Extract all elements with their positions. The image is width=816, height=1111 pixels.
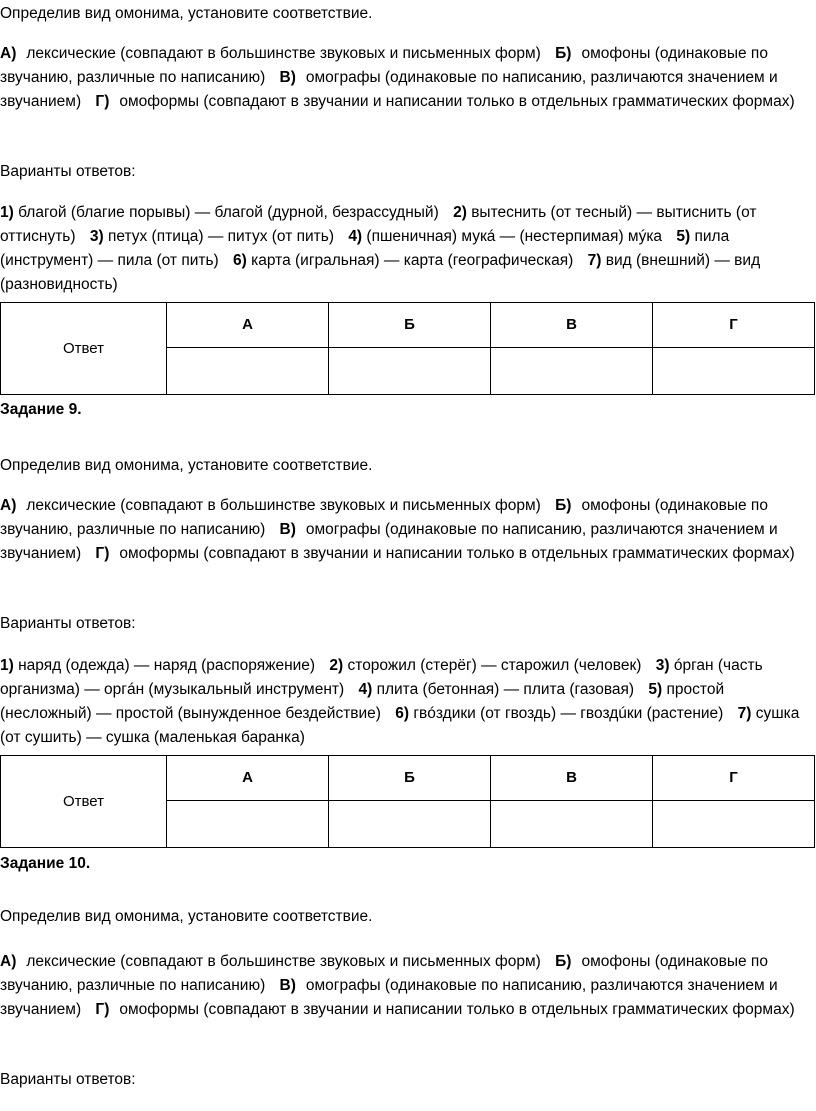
option-text: петух (птица) — питух (от пить) xyxy=(107,228,334,245)
type-text: лексические (совпадают в большинстве звуковых и письменных форм) xyxy=(26,497,541,514)
option-number: 3) xyxy=(89,228,104,245)
type-text: омографы (одинаковые по написанию, различаются значением и звучанием) xyxy=(0,977,778,1018)
type-text: омофоны (одинаковые по звучанию, различные по написанию) xyxy=(0,497,768,538)
type-text: лексические (совпадают в большинстве звуковых и письменных форм) xyxy=(26,953,541,970)
type-text: омофоны (одинаковые по звучанию, различные по написанию) xyxy=(0,953,768,994)
answer-cell[interactable] xyxy=(167,348,329,395)
answer-cell[interactable] xyxy=(329,348,491,395)
option-text: простой (несложный) — простой (вынужденное бездействие) xyxy=(0,681,725,722)
type-letter: В) xyxy=(279,977,296,994)
instruction: Определив вид омонима, установите соответствие. xyxy=(0,5,373,22)
answer-options xyxy=(0,654,812,750)
option-text: гвóздики (от гвоздь) — гвоздúки (растение) xyxy=(413,705,724,722)
option-text: вид (внешний) — вид (разновидность) xyxy=(0,252,761,293)
option-number: 6) xyxy=(233,252,247,269)
type-text: омографы (одинаковые по написанию, различаются значением и звучанием) xyxy=(0,69,778,110)
task-title: Задание 10. xyxy=(0,855,91,872)
homonym-types xyxy=(0,42,812,114)
variants-label: Варианты ответов: xyxy=(0,163,136,180)
column-header: А xyxy=(167,756,329,801)
answer-table xyxy=(0,755,815,848)
option-number: 3) xyxy=(655,657,670,674)
option-number: 5) xyxy=(648,681,663,698)
option-number: 4) xyxy=(348,228,363,245)
type-text: омоформы (совпадают в звучании и написании только в отдельных грамматических формах) xyxy=(119,545,795,562)
column-header: А xyxy=(167,303,329,348)
type-text: лексические (совпадают в большинстве звуковых и письменных форм) xyxy=(26,45,541,62)
option-text: карта (игральная) — карта (географическая) xyxy=(251,252,574,269)
type-letter: Б) xyxy=(555,45,572,62)
answer-label: Ответ xyxy=(1,756,167,848)
option-text: сушка (от сушить) — сушка (маленькая баранка) xyxy=(0,705,800,746)
option-number: 1) xyxy=(0,204,14,221)
option-text: óрган (часть организма) — оргáн (музыкальный инструмент) xyxy=(0,657,763,698)
option-text: сторожил (стерёг) — старожил (человек) xyxy=(347,657,642,674)
type-letter: Б) xyxy=(555,497,572,514)
type-letter: Г) xyxy=(95,545,110,562)
task-title: Задание 9. xyxy=(0,401,82,418)
column-header: В xyxy=(491,303,653,348)
type-letter: Б) xyxy=(555,953,572,970)
answer-cell[interactable] xyxy=(653,801,815,848)
option-number: 1) xyxy=(0,657,14,674)
option-number: 4) xyxy=(358,681,373,698)
variants-label: Варианты ответов: xyxy=(0,615,136,632)
option-number: 2) xyxy=(329,657,344,674)
type-letter: А) xyxy=(0,45,17,62)
option-number: 7) xyxy=(587,252,602,269)
column-header: В xyxy=(491,756,653,801)
variants-label: Варианты ответов: xyxy=(0,1071,136,1088)
option-text: вытеснить (от тесный) — вытиснить (от оттиснуть) xyxy=(0,204,757,245)
answer-table xyxy=(0,302,815,395)
option-text: наряд (одежда) — наряд (распоряжение) xyxy=(18,657,316,674)
column-header: Б xyxy=(329,756,491,801)
type-letter: В) xyxy=(279,69,296,86)
answer-cell[interactable] xyxy=(167,801,329,848)
type-letter: Г) xyxy=(95,1001,110,1018)
column-header: Г xyxy=(653,303,815,348)
type-letter: А) xyxy=(0,497,17,514)
option-number: 5) xyxy=(676,228,691,245)
instruction: Определив вид омонима, установите соответствие. xyxy=(0,908,373,925)
homonym-types xyxy=(0,494,812,566)
column-header: Г xyxy=(653,756,815,801)
answer-cell[interactable] xyxy=(329,801,491,848)
type-text: омографы (одинаковые по написанию, различаются значением и звучанием) xyxy=(0,521,778,562)
option-text: плита (бетонная) — плита (газовая) xyxy=(376,681,635,698)
option-text: благой (благие порывы) — благой (дурной, безрассудный) xyxy=(18,204,439,221)
option-text: (пшеничная) мукá — (нестерпимая) мýка xyxy=(366,228,663,245)
type-text: омофоны (одинаковые по звучанию, различные по написанию) xyxy=(0,45,768,86)
type-letter: В) xyxy=(279,521,296,538)
type-letter: Г) xyxy=(95,93,110,110)
option-number: 7) xyxy=(737,705,752,722)
option-number: 6) xyxy=(395,705,410,722)
answer-cell[interactable] xyxy=(653,348,815,395)
option-number: 2) xyxy=(453,204,467,221)
answer-options xyxy=(0,201,812,297)
type-text: омоформы (совпадают в звучании и написании только в отдельных грамматических формах) xyxy=(119,1001,795,1018)
answer-cell[interactable] xyxy=(491,348,653,395)
homonym-types xyxy=(0,950,812,1022)
instruction: Определив вид омонима, установите соответствие. xyxy=(0,457,373,474)
column-header: Б xyxy=(329,303,491,348)
type-letter: А) xyxy=(0,953,17,970)
option-text: пила (инструмент) — пила (от пить) xyxy=(0,228,730,269)
answer-cell[interactable] xyxy=(491,801,653,848)
answer-label: Ответ xyxy=(1,303,167,395)
type-text: омоформы (совпадают в звучании и написании только в отдельных грамматических формах) xyxy=(119,93,795,110)
